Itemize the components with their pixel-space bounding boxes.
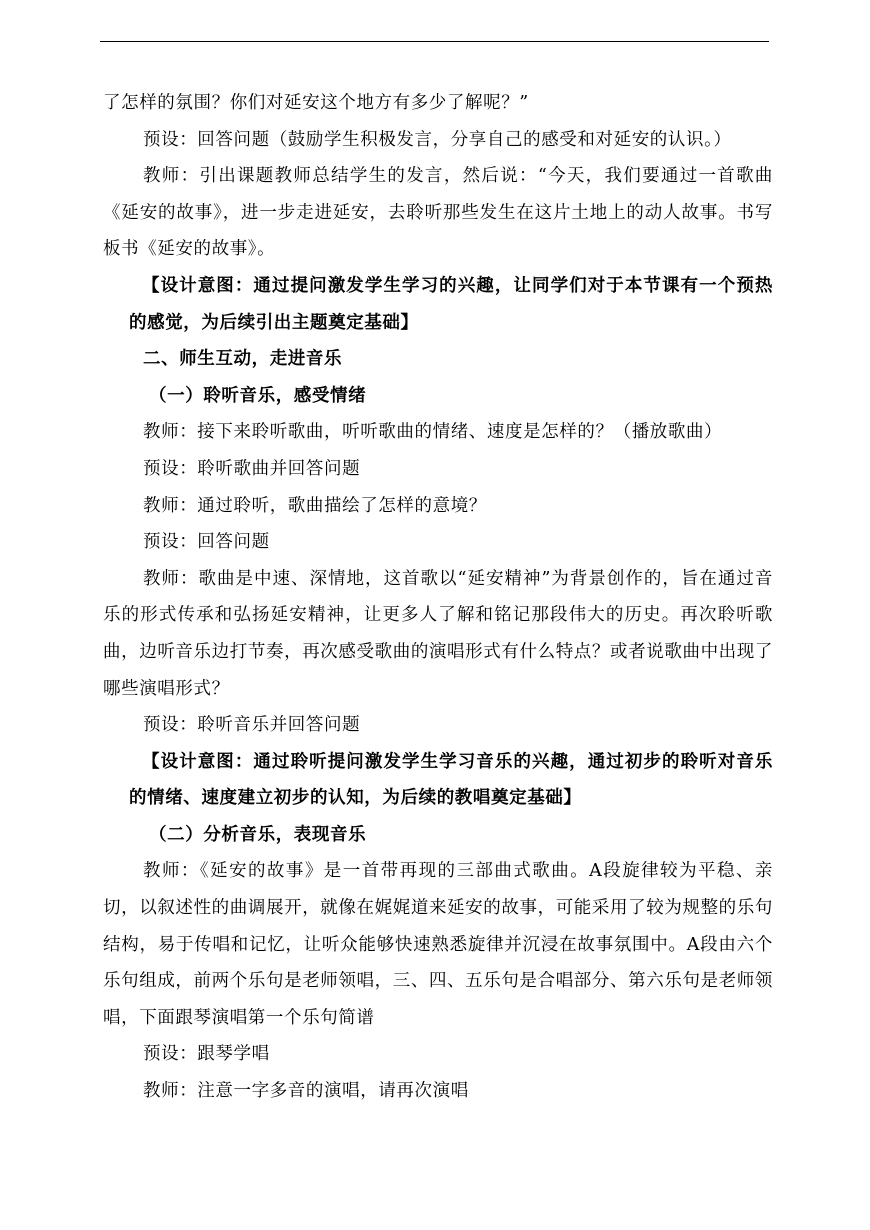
paragraph-teacher-listen: 教师：接下来聆听歌曲，听听歌曲的情绪、速度是怎样的？（播放歌曲） (143, 422, 723, 443)
paragraph-teacher-sing-again: 教师：注意一字多音的演唱，请再次演唱 (143, 1081, 469, 1102)
paragraph-teacher-mood: 教师：通过聆听，歌曲描绘了怎样的意境？ (143, 495, 487, 516)
paragraph-teacher-intro: 教师：引出课题教师总结学生的发言，然后说：“今天，我们要通过一首歌曲《延安的故事》，进一步走进延安，去聆听那些发生在这片土地上的动人故事。书写板书《延安的故事》。 (103, 166, 773, 260)
paragraph-preset-listen: 预设：聆听歌曲并回答问题 (143, 458, 361, 479)
paragraph-preset-listen-2: 预设：聆听音乐并回答问题 (143, 715, 361, 736)
paragraph-preset-answer: 预设：回答问题（鼓励学生积极发言，分享自己的感受和对延安的认识。） (143, 129, 732, 150)
paragraph-preset-answer-2: 预设：回答问题 (143, 532, 270, 553)
document-body (103, 85, 773, 1110)
paragraph-teacher-structure: 教师：《延安的故事》是一首带再现的三部曲式歌曲。A段旋律较为平稳、亲切，以叙述性的曲调展开，就像在娓娓道来延安的故事，可能采用了较为规整的乐句结构，易于传唱和记忆，让听众能够快速熟悉旋律并沉浸在故事氛围中。A段由六个乐句组成，前两个乐句是老师领唱，三、四、五乐句是合唱部分、第六乐句是老师领唱，下面跟琴演唱第一个乐句简谱 (103, 861, 773, 1028)
design-intent-1: 【设计意图：通过提问激发学生学习的兴趣，让同学们对于本节课有一个预热的感觉，为后续引出主题奠定基础】 (129, 275, 773, 333)
design-intent-2: 【设计意图：通过聆听提问激发学生学习音乐的兴趣，通过初步的聆听对音乐的情绪、速度建立初步的认知，为后续的教唱奠定基础】 (129, 751, 773, 809)
section-heading-2: 二、师生互动，走进音乐 (143, 349, 343, 370)
subsection-heading-2: （二）分析音乐，表现音乐 (149, 824, 367, 845)
header-rule (100, 41, 769, 42)
subsection-heading-1: （一）聆听音乐，感受情绪 (149, 385, 367, 406)
paragraph-teacher-analysis: 教师：歌曲是中速、深情地，这首歌以“延安精神”为背景创作的，旨在通过音乐的形式传承和弘扬延安精神，让更多人了解和铭记那段伟大的历史。再次聆听歌曲，边听音乐边打节奏，再次感受歌曲的演唱形式有什么特点？或者说歌曲中出现了哪些演唱形式？ (103, 568, 773, 699)
paragraph-continuation: 了怎样的氛围？你们对延安这个地方有多少了解呢？” (103, 93, 529, 113)
paragraph-preset-sing: 预设：跟琴学唱 (143, 1044, 270, 1065)
